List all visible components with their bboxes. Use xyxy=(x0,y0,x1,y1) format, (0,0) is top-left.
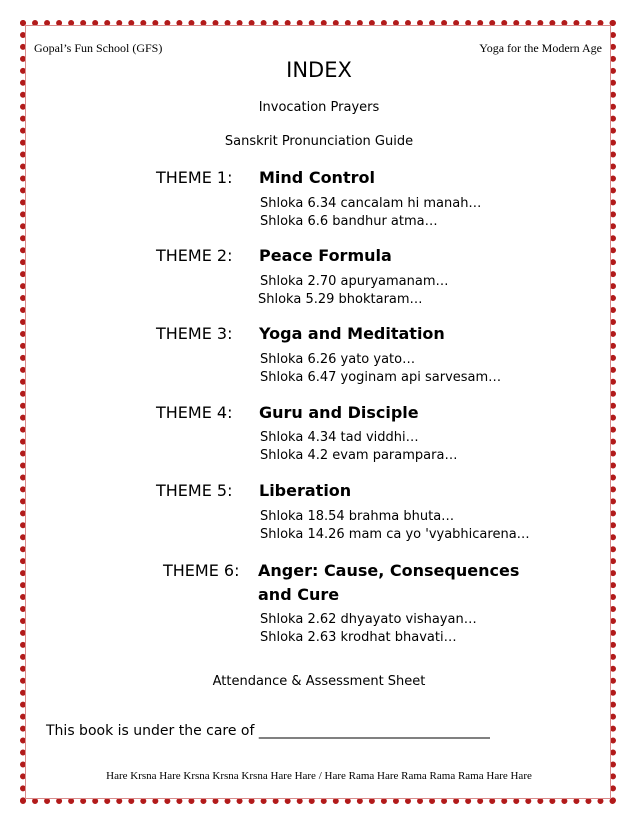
page-title: INDEX xyxy=(286,58,352,82)
theme-3-shloka-1: Shloka 6.26 yato yato… xyxy=(260,352,416,367)
theme-5-name: Liberation xyxy=(259,481,352,500)
theme-5-shloka-1: Shloka 18.54 brahma bhuta… xyxy=(260,509,455,524)
theme-3-label: THEME 3: xyxy=(156,324,233,343)
header-school-name: Gopal’s Fun School (GFS) xyxy=(34,41,163,55)
theme-1-name: Mind Control xyxy=(259,168,375,187)
header-book-title: Yoga for the Modern Age xyxy=(479,41,602,55)
invocation-prayers-entry: Invocation Prayers xyxy=(258,100,380,115)
theme-6-shloka-2: Shloka 2.63 krodhat bhavati… xyxy=(260,630,457,645)
theme-5-shloka-2: Shloka 14.26 mam ca yo 'vyabhicarena… xyxy=(260,527,530,542)
theme-6-shloka-1: Shloka 2.62 dhyayato vishayan… xyxy=(260,612,477,627)
theme-6-name-line-1: Anger: Cause, Consequences xyxy=(258,561,520,580)
attendance-sheet-entry: Attendance & Assessment Sheet xyxy=(212,674,426,689)
theme-3-shloka-2: Shloka 6.47 yoginam api sarvesam… xyxy=(260,370,502,385)
theme-6-label: THEME 6: xyxy=(163,561,240,580)
theme-2-shloka-1: Shloka 2.70 apuryamanam… xyxy=(260,274,449,289)
theme-4-label: THEME 4: xyxy=(156,403,233,422)
footer-mantra: Hare Krsna Hare Krsna Krsna Krsna Hare Hare / Hare Rama Hare Rama Rama Rama Hare Hare xyxy=(106,770,532,782)
theme-1-shloka-1: Shloka 6.34 cancalam hi manah… xyxy=(260,196,482,211)
pronunciation-guide-entry: Sanskrit Pronunciation Guide xyxy=(224,134,414,149)
theme-4-shloka-1: Shloka 4.34 tad viddhi… xyxy=(260,430,419,445)
theme-5-label: THEME 5: xyxy=(156,481,233,500)
theme-2-name: Peace Formula xyxy=(259,246,392,265)
theme-2-label: THEME 2: xyxy=(156,246,233,265)
theme-1-label: THEME 1: xyxy=(156,168,233,187)
theme-1-shloka-2: Shloka 6.6 bandhur atma… xyxy=(260,214,438,229)
care-of-line: This book is under the care of _________________________________ xyxy=(46,723,490,739)
theme-4-shloka-2: Shloka 4.2 evam parampara… xyxy=(260,448,458,463)
theme-3-name: Yoga and Meditation xyxy=(259,324,445,343)
theme-4-name: Guru and Disciple xyxy=(259,403,419,422)
theme-2-shloka-2: Shloka 5.29 bhoktaram… xyxy=(258,292,423,307)
theme-6-name-line-2: and Cure xyxy=(258,585,340,604)
